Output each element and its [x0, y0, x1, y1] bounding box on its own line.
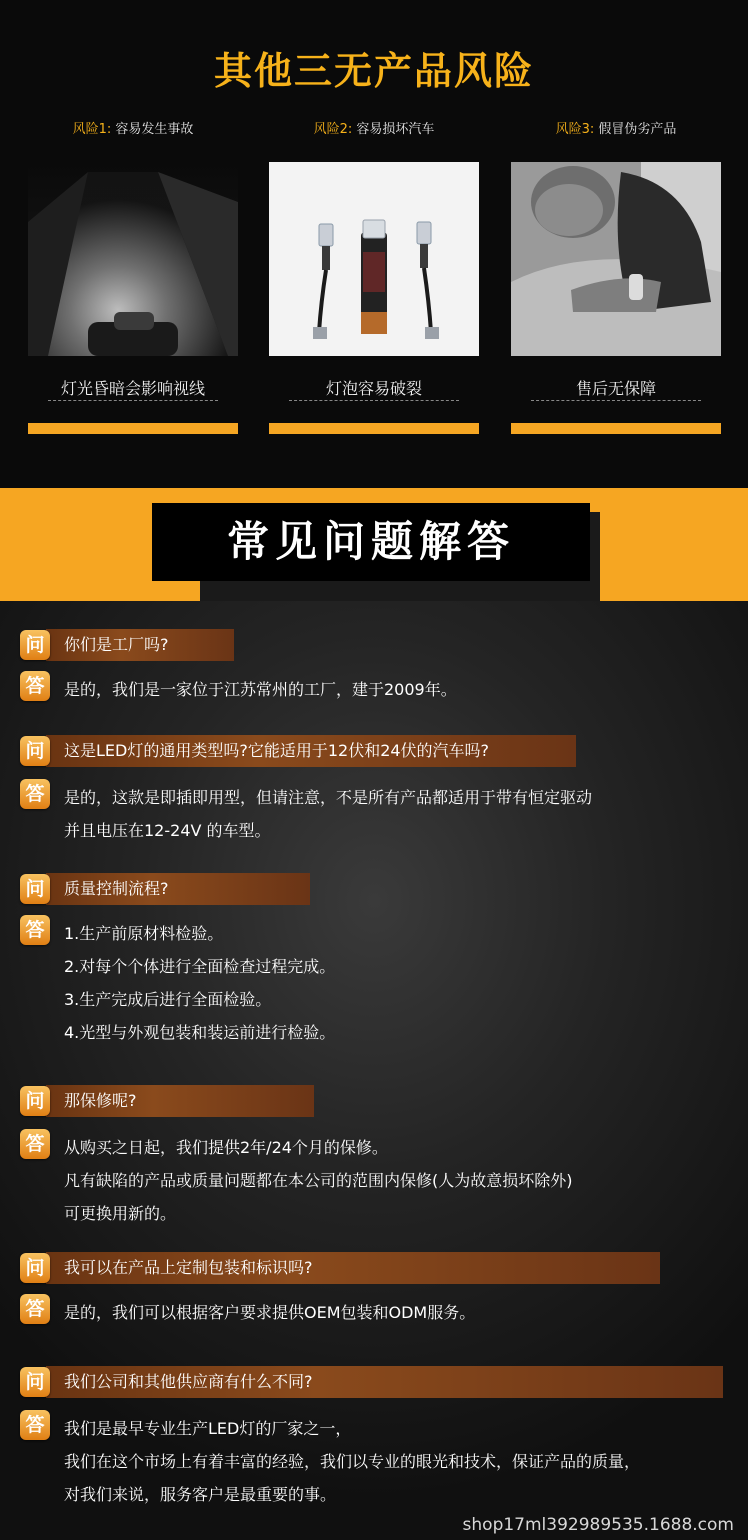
answer-line: 并且电压在12-24V 的车型。 [64, 821, 271, 840]
question-badge: 问 [20, 1086, 50, 1116]
risk-text: 容易损坏汽车 [356, 122, 435, 137]
question-badge: 问 [20, 1253, 50, 1283]
risk-caption: 售后无保障 [575, 379, 656, 398]
risk-caption: 灯泡容易破裂 [325, 379, 422, 398]
answer-line: 是的，我们可以根据客户要求提供OEM包装和ODM服务。 [64, 1303, 476, 1322]
answer-line: 我们在这个市场上有着丰富的经验，我们以专业的眼光和技术，保证产品的质量， [64, 1452, 641, 1471]
risk-heading [269, 118, 479, 137]
answer-text [64, 781, 592, 847]
accent-bar [511, 423, 721, 434]
answer-text [64, 1131, 573, 1230]
risk-text: 假冒伪劣产品 [598, 122, 677, 137]
question-badge: 问 [20, 1367, 50, 1397]
question-badge: 问 [20, 736, 50, 766]
answer-badge: 答 [20, 671, 50, 701]
caption-underline [48, 400, 218, 401]
answer-line: 可更换用新的。 [64, 1204, 177, 1223]
faq-banner [0, 488, 748, 601]
question-text: 你们是工厂吗? [64, 635, 169, 654]
answer-text [64, 673, 457, 706]
accent-bar [28, 423, 238, 434]
risk-number: 风险2: [313, 122, 353, 137]
answer-line: 2.对每个个体进行全面检查过程完成。 [64, 957, 336, 976]
question-badge: 问 [20, 874, 50, 904]
risk-text: 容易发生事故 [115, 122, 194, 137]
risk-heading [511, 118, 721, 137]
answer-badge: 答 [20, 1294, 50, 1324]
answer-line: 凡有缺陷的产品或质量问题都在本公司的范围内保修(人为故意损坏除外) [64, 1171, 573, 1190]
caption-underline [289, 400, 459, 401]
answer-badge: 答 [20, 915, 50, 945]
answer-line: 对我们来说，服务客户是最重要的事。 [64, 1485, 337, 1504]
night-road-photo [28, 162, 238, 356]
question-text: 我可以在产品上定制包装和标识吗? [64, 1258, 313, 1277]
answer-badge: 答 [20, 1129, 50, 1159]
accent-bar [269, 423, 479, 434]
question-text: 质量控制流程? [64, 879, 169, 898]
answer-badge: 答 [20, 1410, 50, 1440]
answer-line: 是的，这款是即插即用型，但请注意，不是所有产品都适用于带有恒定驱动 [64, 788, 593, 807]
question-badge: 问 [20, 630, 50, 660]
risk-number: 风险3: [555, 122, 595, 137]
upset-man-photo [511, 162, 721, 356]
answer-text [64, 917, 335, 1049]
caption-underline [531, 400, 701, 401]
answer-line: 我们是最早专业生产LED灯的厂家之一， [64, 1419, 352, 1438]
answer-line: 3.生产完成后进行全面检验。 [64, 990, 272, 1009]
risk-heading [28, 118, 238, 137]
answer-badge: 答 [20, 779, 50, 809]
answer-line: 是的，我们是一家位于江苏常州的工厂，建于2009年。 [64, 680, 457, 699]
question-text: 这是LED灯的通用类型吗?它能适用于12伏和24伏的汽车吗? [64, 741, 490, 760]
answer-line: 从购买之日起，我们提供2年/24个月的保修。 [64, 1138, 388, 1157]
question-text: 那保修呢? [64, 1091, 137, 1110]
risk-number: 风险1: [72, 122, 112, 137]
risks-section [0, 0, 748, 488]
answer-text [64, 1412, 640, 1511]
banner-box [152, 503, 590, 581]
question-text: 我们公司和其他供应商有什么不同? [64, 1372, 313, 1391]
broken-bulbs-photo [269, 162, 479, 356]
faq-title: 常见问题解答 [226, 517, 515, 566]
answer-text [64, 1296, 475, 1329]
risk-caption: 灯光昏暗会影响视线 [60, 379, 205, 398]
shop-url-watermark: shop17ml392989535.1688.com [462, 1515, 734, 1535]
answer-line: 4.光型与外观包装和装运前进行检验。 [64, 1023, 336, 1042]
risks-title: 其他三无产品风险 [213, 48, 534, 93]
answer-line: 1.生产前原材料检验。 [64, 924, 224, 943]
faq-section [0, 601, 748, 1540]
